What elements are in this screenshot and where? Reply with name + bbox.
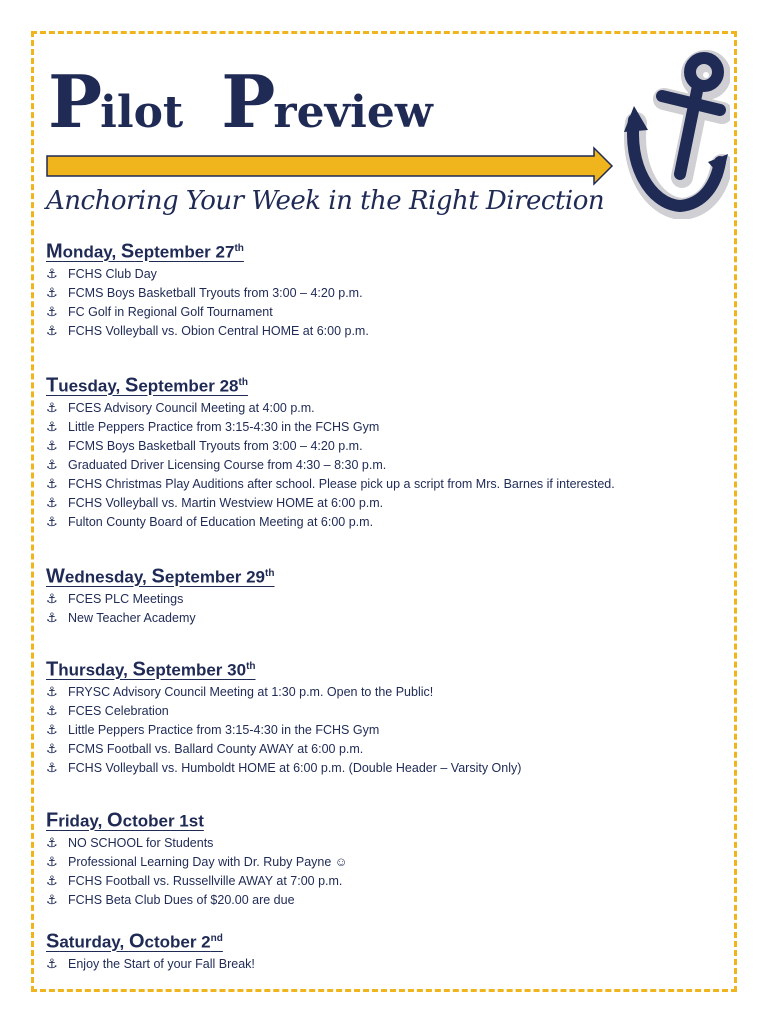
day-heading: [46, 807, 348, 832]
anchor-bullet-icon: ⚓: [46, 458, 58, 473]
event-text: FCHS Club Day: [68, 267, 157, 281]
day-heading-part: O: [107, 809, 123, 832]
day-heading-part: uesday,: [58, 376, 125, 396]
event-text: FCMS Boys Basketball Tryouts from 3:00 – 4:20 p.m.: [68, 439, 363, 453]
anchor-bullet-icon: ⚓: [46, 477, 58, 492]
day-heading-part: T: [46, 374, 59, 397]
day-heading-part: aturday,: [59, 932, 129, 952]
anchor-bullet-icon: ⚓: [46, 836, 58, 851]
ordinal-suffix: nd: [210, 933, 223, 944]
day-heading-part: ctober 1st: [122, 811, 204, 831]
event-item: [46, 399, 615, 418]
day-heading: [46, 372, 615, 397]
anchor-bullet-icon: ⚓: [46, 855, 58, 870]
event-item: [46, 872, 348, 891]
event-item: [46, 475, 615, 494]
event-list: [46, 399, 615, 532]
event-text: Graduated Driver Licensing Course from 4:30 – 8:30 p.m.: [68, 458, 387, 472]
event-text: Fulton County Board of Education Meeting at 6:00 p.m.: [68, 515, 374, 529]
day-heading: [46, 563, 275, 588]
event-text: FCHS Volleyball vs. Martin Westview HOME at 6:00 p.m.: [68, 496, 384, 510]
event-text: Enjoy the Start of your Fall Break!: [68, 957, 255, 971]
day-heading-part: T: [46, 658, 59, 681]
day-heading-part: F: [46, 809, 59, 832]
anchor-bullet-icon: ⚓: [46, 957, 58, 972]
event-item: [46, 740, 521, 759]
event-item: [46, 702, 521, 721]
day-heading-part: S: [120, 240, 135, 263]
event-item: [46, 437, 615, 456]
day-heading-part: W: [46, 565, 65, 588]
event-item: [46, 721, 521, 740]
event-item: [46, 609, 274, 628]
day-heading-part: hursday,: [58, 660, 133, 680]
day-section: [46, 656, 521, 778]
anchor-bullet-icon: ⚓: [46, 685, 58, 700]
event-list: [46, 265, 369, 341]
ordinal-suffix: th: [234, 243, 244, 254]
event-item: [46, 284, 369, 303]
ordinal-suffix: th: [265, 568, 275, 579]
day-heading-part: eptember 29: [164, 567, 266, 587]
event-text: Little Peppers Practice from 3:15-4:30 in the FCHS Gym: [68, 723, 380, 737]
day-heading-part: eptember 27: [134, 242, 235, 262]
event-item: [46, 834, 348, 853]
day-section: [46, 563, 274, 628]
newsletter-title: [48, 59, 433, 152]
day-heading-part: S: [151, 565, 165, 588]
anchor-bullet-icon: ⚓: [46, 515, 58, 530]
day-heading-part: ctober 2: [144, 932, 211, 952]
event-text: FCMS Football vs. Ballard County AWAY at 6:00 p.m.: [68, 742, 364, 756]
event-list: [46, 955, 255, 974]
event-item: [46, 853, 348, 872]
event-list: [46, 683, 521, 778]
anchor-bullet-icon: ⚓: [46, 305, 58, 320]
anchor-bullet-icon: ⚓: [46, 286, 58, 301]
title-word-1: ilot: [100, 87, 184, 138]
event-item: [46, 513, 615, 532]
day-heading-part: onday,: [62, 242, 121, 262]
day-heading-part: O: [128, 930, 145, 953]
event-list: [46, 834, 348, 910]
anchor-bullet-icon: ⚓: [46, 592, 58, 607]
event-text: FCES PLC Meetings: [68, 592, 184, 606]
event-text: FC Golf in Regional Golf Tournament: [68, 305, 273, 319]
event-item: [46, 683, 521, 702]
day-heading: [46, 238, 369, 263]
event-text: NO SCHOOL for Students: [68, 836, 214, 850]
title-initial-1: P: [48, 59, 101, 144]
event-item: [46, 456, 615, 475]
tagline: Anchoring Your Week in the Right Direction: [46, 186, 605, 216]
day-heading-part: M: [46, 240, 63, 263]
event-item: [46, 590, 274, 609]
event-text: Little Peppers Practice from 3:15-4:30 in the FCHS Gym: [68, 420, 380, 434]
title-word-2: review: [273, 87, 433, 138]
anchor-bullet-icon: ⚓: [46, 439, 58, 454]
event-text: FCHS Volleyball vs. Obion Central HOME at 6:00 p.m.: [68, 324, 369, 338]
anchor-icon: [620, 44, 730, 219]
event-text: FCHS Christmas Play Auditions after school. Please pick up a script from Mrs. Barnes if interested.: [68, 477, 615, 491]
event-text: FCHS Volleyball vs. Humboldt HOME at 6:00 p.m. (Double Header – Varsity Only): [68, 761, 522, 775]
day-heading-part: riday,: [58, 811, 108, 831]
anchor-bullet-icon: ⚓: [46, 496, 58, 511]
event-text: FRYSC Advisory Council Meeting at 1:30 p.m. Open to the Public!: [68, 685, 434, 699]
arrow-right-icon: [46, 146, 614, 186]
event-item: [46, 955, 255, 974]
anchor-bullet-icon: ⚓: [46, 893, 58, 908]
event-text: New Teacher Academy: [68, 611, 196, 625]
event-text: FCHS Beta Club Dues of $20.00 are due: [68, 893, 295, 907]
ordinal-suffix: th: [238, 377, 248, 388]
day-heading-part: ednesday,: [64, 567, 152, 587]
day-heading-part: S: [132, 658, 146, 681]
anchor-bullet-icon: ⚓: [46, 704, 58, 719]
event-item: [46, 265, 369, 284]
title-initial-2: P: [221, 59, 274, 144]
event-text: FCHS Football vs. Russellville AWAY at 7:00 p.m.: [68, 874, 343, 888]
event-text: FCMS Boys Basketball Tryouts from 3:00 – 4:20 p.m.: [68, 286, 363, 300]
anchor-bullet-icon: ⚓: [46, 401, 58, 416]
anchor-bullet-icon: ⚓: [46, 611, 58, 626]
anchor-bullet-icon: ⚓: [46, 267, 58, 282]
event-text: Professional Learning Day with Dr. Ruby Payne ☺: [68, 855, 348, 869]
event-item: [46, 759, 521, 778]
day-heading-part: S: [46, 930, 60, 953]
anchor-bullet-icon: ⚓: [46, 723, 58, 738]
event-item: [46, 303, 369, 322]
event-item: [46, 494, 615, 513]
day-heading-part: S: [125, 374, 139, 397]
event-item: [46, 322, 369, 341]
event-item: [46, 891, 348, 910]
day-heading-part: eptember 28: [138, 376, 239, 396]
day-section: [46, 238, 369, 341]
ordinal-suffix: th: [246, 661, 256, 672]
day-section: [46, 928, 255, 974]
event-list: [46, 590, 274, 628]
event-text: FCES Advisory Council Meeting at 4:00 p.m.: [68, 401, 315, 415]
day-section: [46, 807, 348, 910]
anchor-bullet-icon: ⚓: [46, 420, 58, 435]
anchor-bullet-icon: ⚓: [46, 742, 58, 757]
event-item: [46, 418, 615, 437]
anchor-bullet-icon: ⚓: [46, 874, 58, 889]
day-section: [46, 372, 615, 532]
day-heading: [46, 928, 255, 953]
anchor-bullet-icon: ⚓: [46, 761, 58, 776]
day-heading-part: eptember 30: [145, 660, 247, 680]
event-text: FCES Celebration: [68, 704, 169, 718]
day-heading: [46, 656, 521, 681]
anchor-bullet-icon: ⚓: [46, 324, 58, 339]
